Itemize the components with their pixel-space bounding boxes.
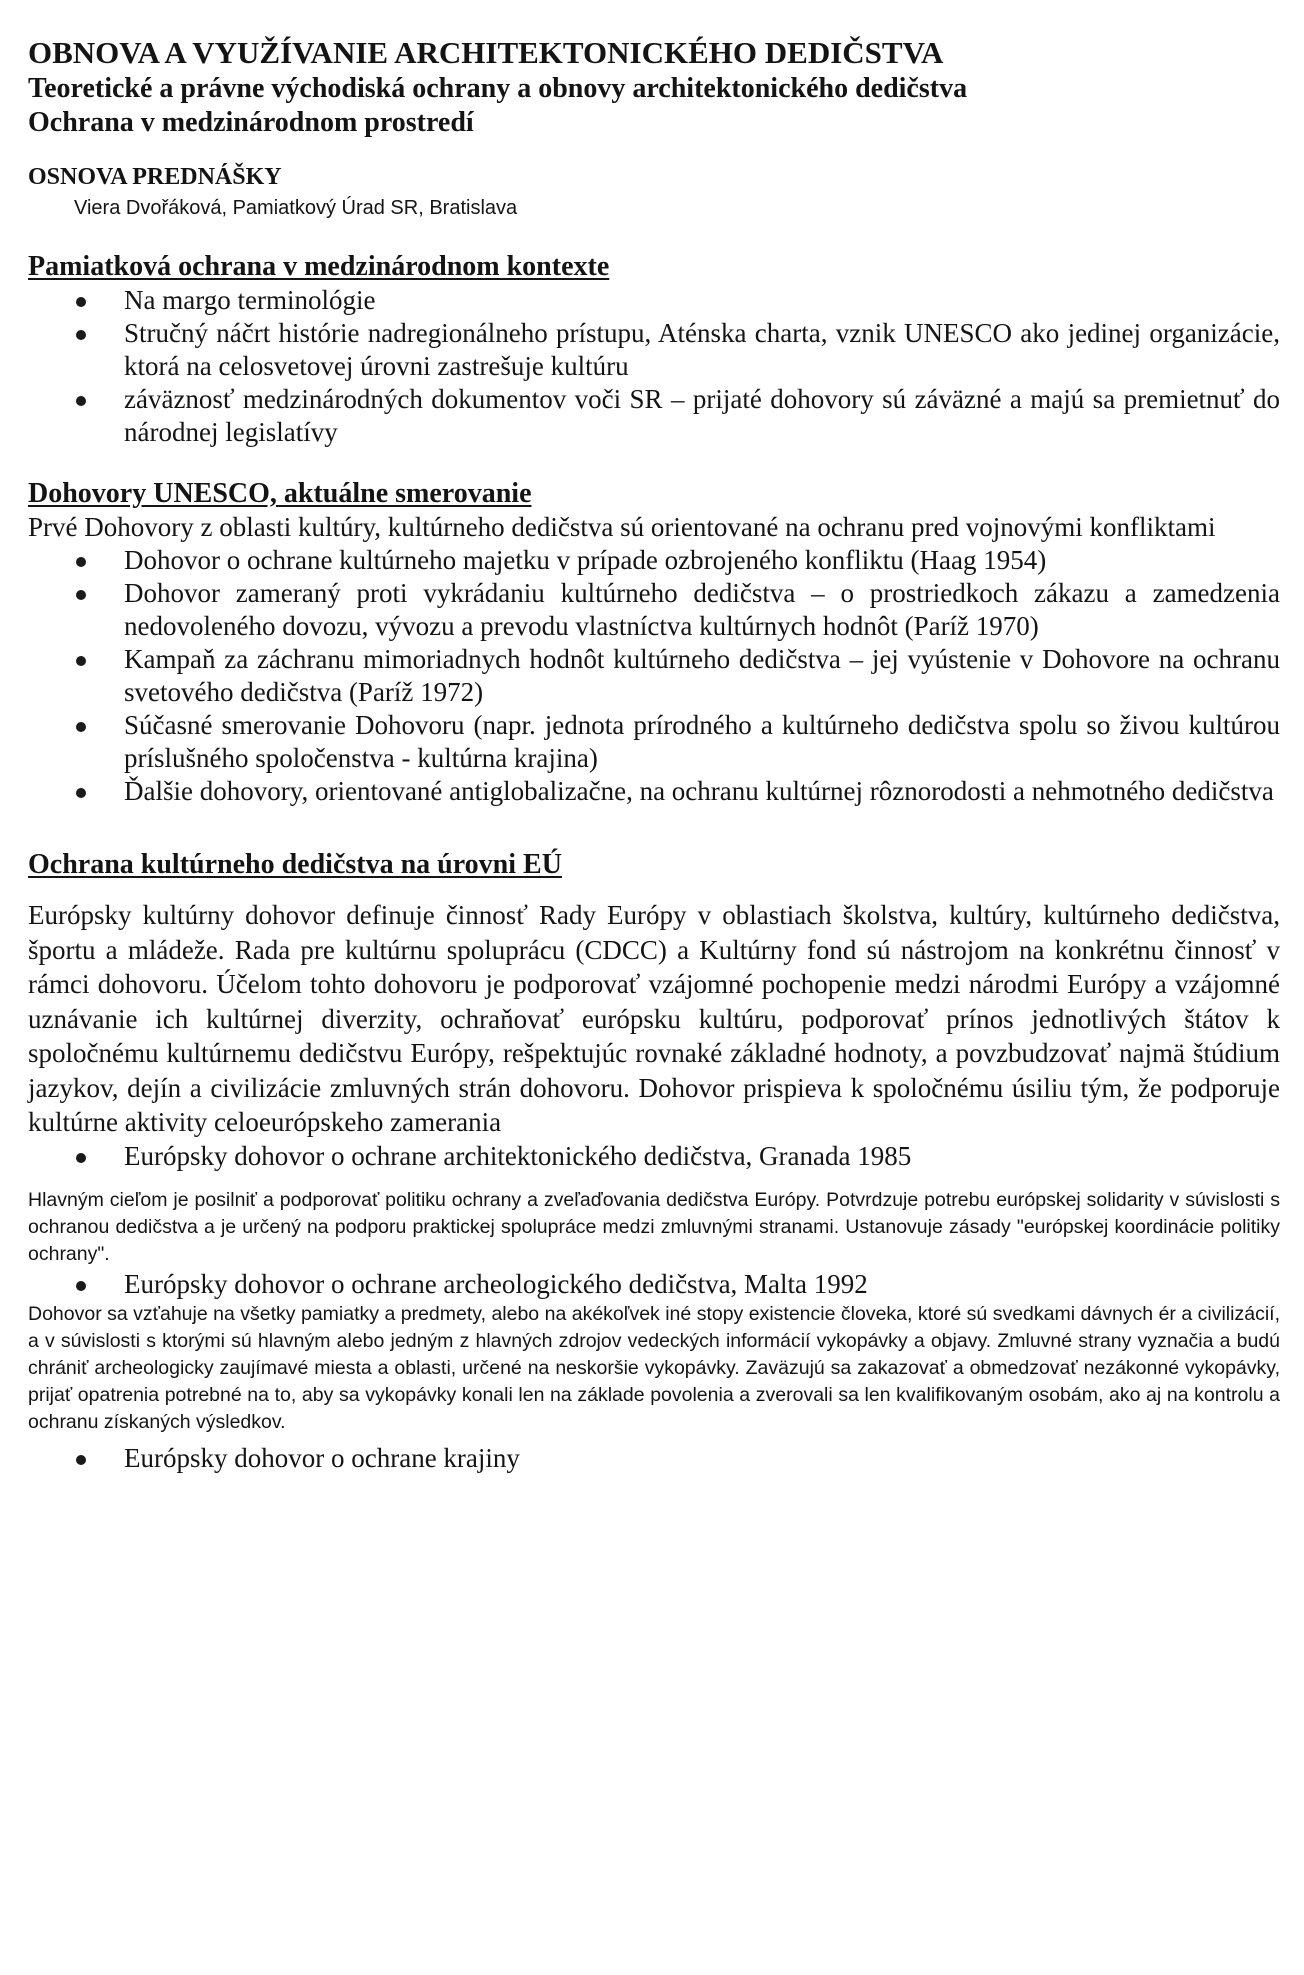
list-item: Ďalšie dohovory, orientované antiglobalizačne, na ochranu kultúrnej rôznorodosti a nehmotného dedičstva — [28, 775, 1280, 808]
outline-label: OSNOVA PREDNÁŠKY — [28, 164, 282, 190]
list-item-granada: Európsky dohovor o ochrane architektonického dedičstva, Granada 1985 — [28, 1140, 1280, 1173]
document-subtitle-2: Ochrana v medzinárodnom prostredí — [28, 107, 474, 138]
list-item: Stručný náčrt histórie nadregionálneho prístupu, Aténska charta, vznik UNESCO ako jedinej organizácie, ktorá na celosvetovej úrovni zastrešuje kultúru — [28, 317, 1280, 383]
author-line: Viera Dvořáková, Pamiatkový Úrad SR, Bratislava — [74, 197, 518, 219]
bullet-icon — [76, 1281, 86, 1291]
bullet-icon — [76, 330, 86, 340]
section-heading: Pamiatková ochrana v medzinárodnom kontexte — [28, 251, 610, 282]
bullet-icon — [76, 297, 86, 307]
list-item: záväznosť medzinárodných dokumentov voči SR – prijaté dohovory sú záväzné a majú sa premietnuť do národnej legislatívy — [28, 383, 1280, 449]
section-heading: Dohovory UNESCO, aktuálne smerovanie — [28, 478, 532, 509]
list-item: Dohovor zameraný proti vykrádaniu kultúrneho dedičstva – o prostriedkoch zákazu a zamedzenia nedovoleného dovozu, vývozu a prevodu vlastníctva kultúrnych hodnôt (Paríž 1970) — [28, 577, 1280, 643]
document-page — [28, 34, 1280, 1475]
bullet-list — [28, 1442, 1280, 1475]
bullet-list — [28, 284, 1280, 449]
bullet-icon — [76, 557, 86, 567]
bullet-list — [28, 1140, 1280, 1173]
section-intro: Európsky kultúrny dohovor definuje činnosť Rady Európy v oblastiach školstva, kultúry, kultúrneho dedičstva, športu a mládeže. Rada pre kultúrnu spoluprácu (CDCC) a Kultúrny fond sú nástrojom na konkrétnu činnosť v rámci dohovoru. Účelom tohto dohovoru je podporovať vzájomné pochopenie medzi národmi Európy a vzájomné uznávanie ich kultúrnej diverzity, ochraňovať európsku kultúru, podporovať prínos jednotlivých štátov k spoločnému kultúrnemu dedičstvu Európy, rešpektujúc rovnaké základné hodnoty, a povzbudzovať najmä štúdium jazykov, dejín a civilizácie zmluvných strán dohovoru. Dohovor prispieva k spoločnému úsiliu tým, že podporuje kultúrne aktivity celoeurópskeho zamerania — [28, 900, 1280, 1137]
list-item: Na margo terminológie — [28, 284, 1280, 317]
bullet-icon — [76, 788, 86, 798]
section-heading: Ochrana kultúrneho dedičstva na úrovni EÚ — [28, 849, 562, 880]
list-item: Kampaň za záchranu mimoriadnych hodnôt kultúrneho dedičstva – jej vyústenie v Dohovore na ochranu svetového dedičstva (Paríž 1972) — [28, 643, 1280, 709]
document-title: OBNOVA A VYUŽÍVANIE ARCHITEKTONICKÉHO DEDIČSTVA — [28, 35, 944, 70]
malta-description: Dohovor sa vzťahuje na všetky pamiatky a predmety, alebo na akékoľvek iné stopy existencie človeka, ktoré sú svedkami dávnych ér a civilizácií, a v súvislosti s ktorými sú hlavným alebo jedným z hlavných zdrojov vedeckých informácií vykopávky a objavy. Zmluvné strany vyznačia a budú chrániť archeologicky zaujímavé miesta a oblasti, určené na neskoršie vykopávky. Zaväzujú sa zakazovať a obmedzovať nezákonné vykopávky, prijať opatrenia potrebné na to, aby sa vykopávky konali len na základe povolenia a zverovali sa len kvalifikovaným osobám, ako aj na kontrolu a ochranu získaných výsledkov. — [28, 1302, 1280, 1433]
bullet-icon — [76, 396, 86, 406]
granada-description: Hlavným cieľom je posilniť a podporovať politiku ochrany a zveľaďovania dedičstva Európy. Potvrdzuje potrebu európskej solidarity v súvislosti s ochranou dedičstva a je určený na podporu praktickej spolupráce medzi zmluvnými stranami. Ustanovuje zásady "európskej koordinácie politiky ochrany". — [28, 1188, 1280, 1265]
list-item: Dohovor o ochrane kultúrneho majetku v prípade ozbrojeného konfliktu (Haag 1954) — [28, 544, 1280, 577]
section-unesco-conventions — [28, 477, 1280, 808]
section-international-context — [28, 250, 1280, 449]
bullet-icon — [76, 1455, 86, 1465]
bullet-icon — [76, 590, 86, 600]
bullet-list — [28, 544, 1280, 808]
section-eu-protection — [28, 848, 1280, 1475]
list-item-landscape: Európsky dohovor o ochrane krajiny — [28, 1442, 1280, 1475]
bullet-icon — [76, 656, 86, 666]
bullet-icon — [76, 722, 86, 732]
section-intro: Prvé Dohovory z oblasti kultúry, kultúrneho dedičstva sú orientované na ochranu pred vojnovými konfliktami — [28, 512, 1216, 542]
bullet-icon — [76, 1153, 86, 1163]
list-item: Súčasné smerovanie Dohovoru (napr. jednota prírodného a kultúrneho dedičstva spolu so živou kultúrou príslušného spoločenstva - kultúrna krajina) — [28, 709, 1280, 775]
list-item-malta: Európsky dohovor o ochrane archeologického dedičstva, Malta 1992 — [28, 1268, 1280, 1301]
bullet-list — [28, 1268, 1280, 1301]
document-subtitle: Teoretické a právne východiská ochrany a obnovy architektonického dedičstva — [28, 73, 968, 104]
